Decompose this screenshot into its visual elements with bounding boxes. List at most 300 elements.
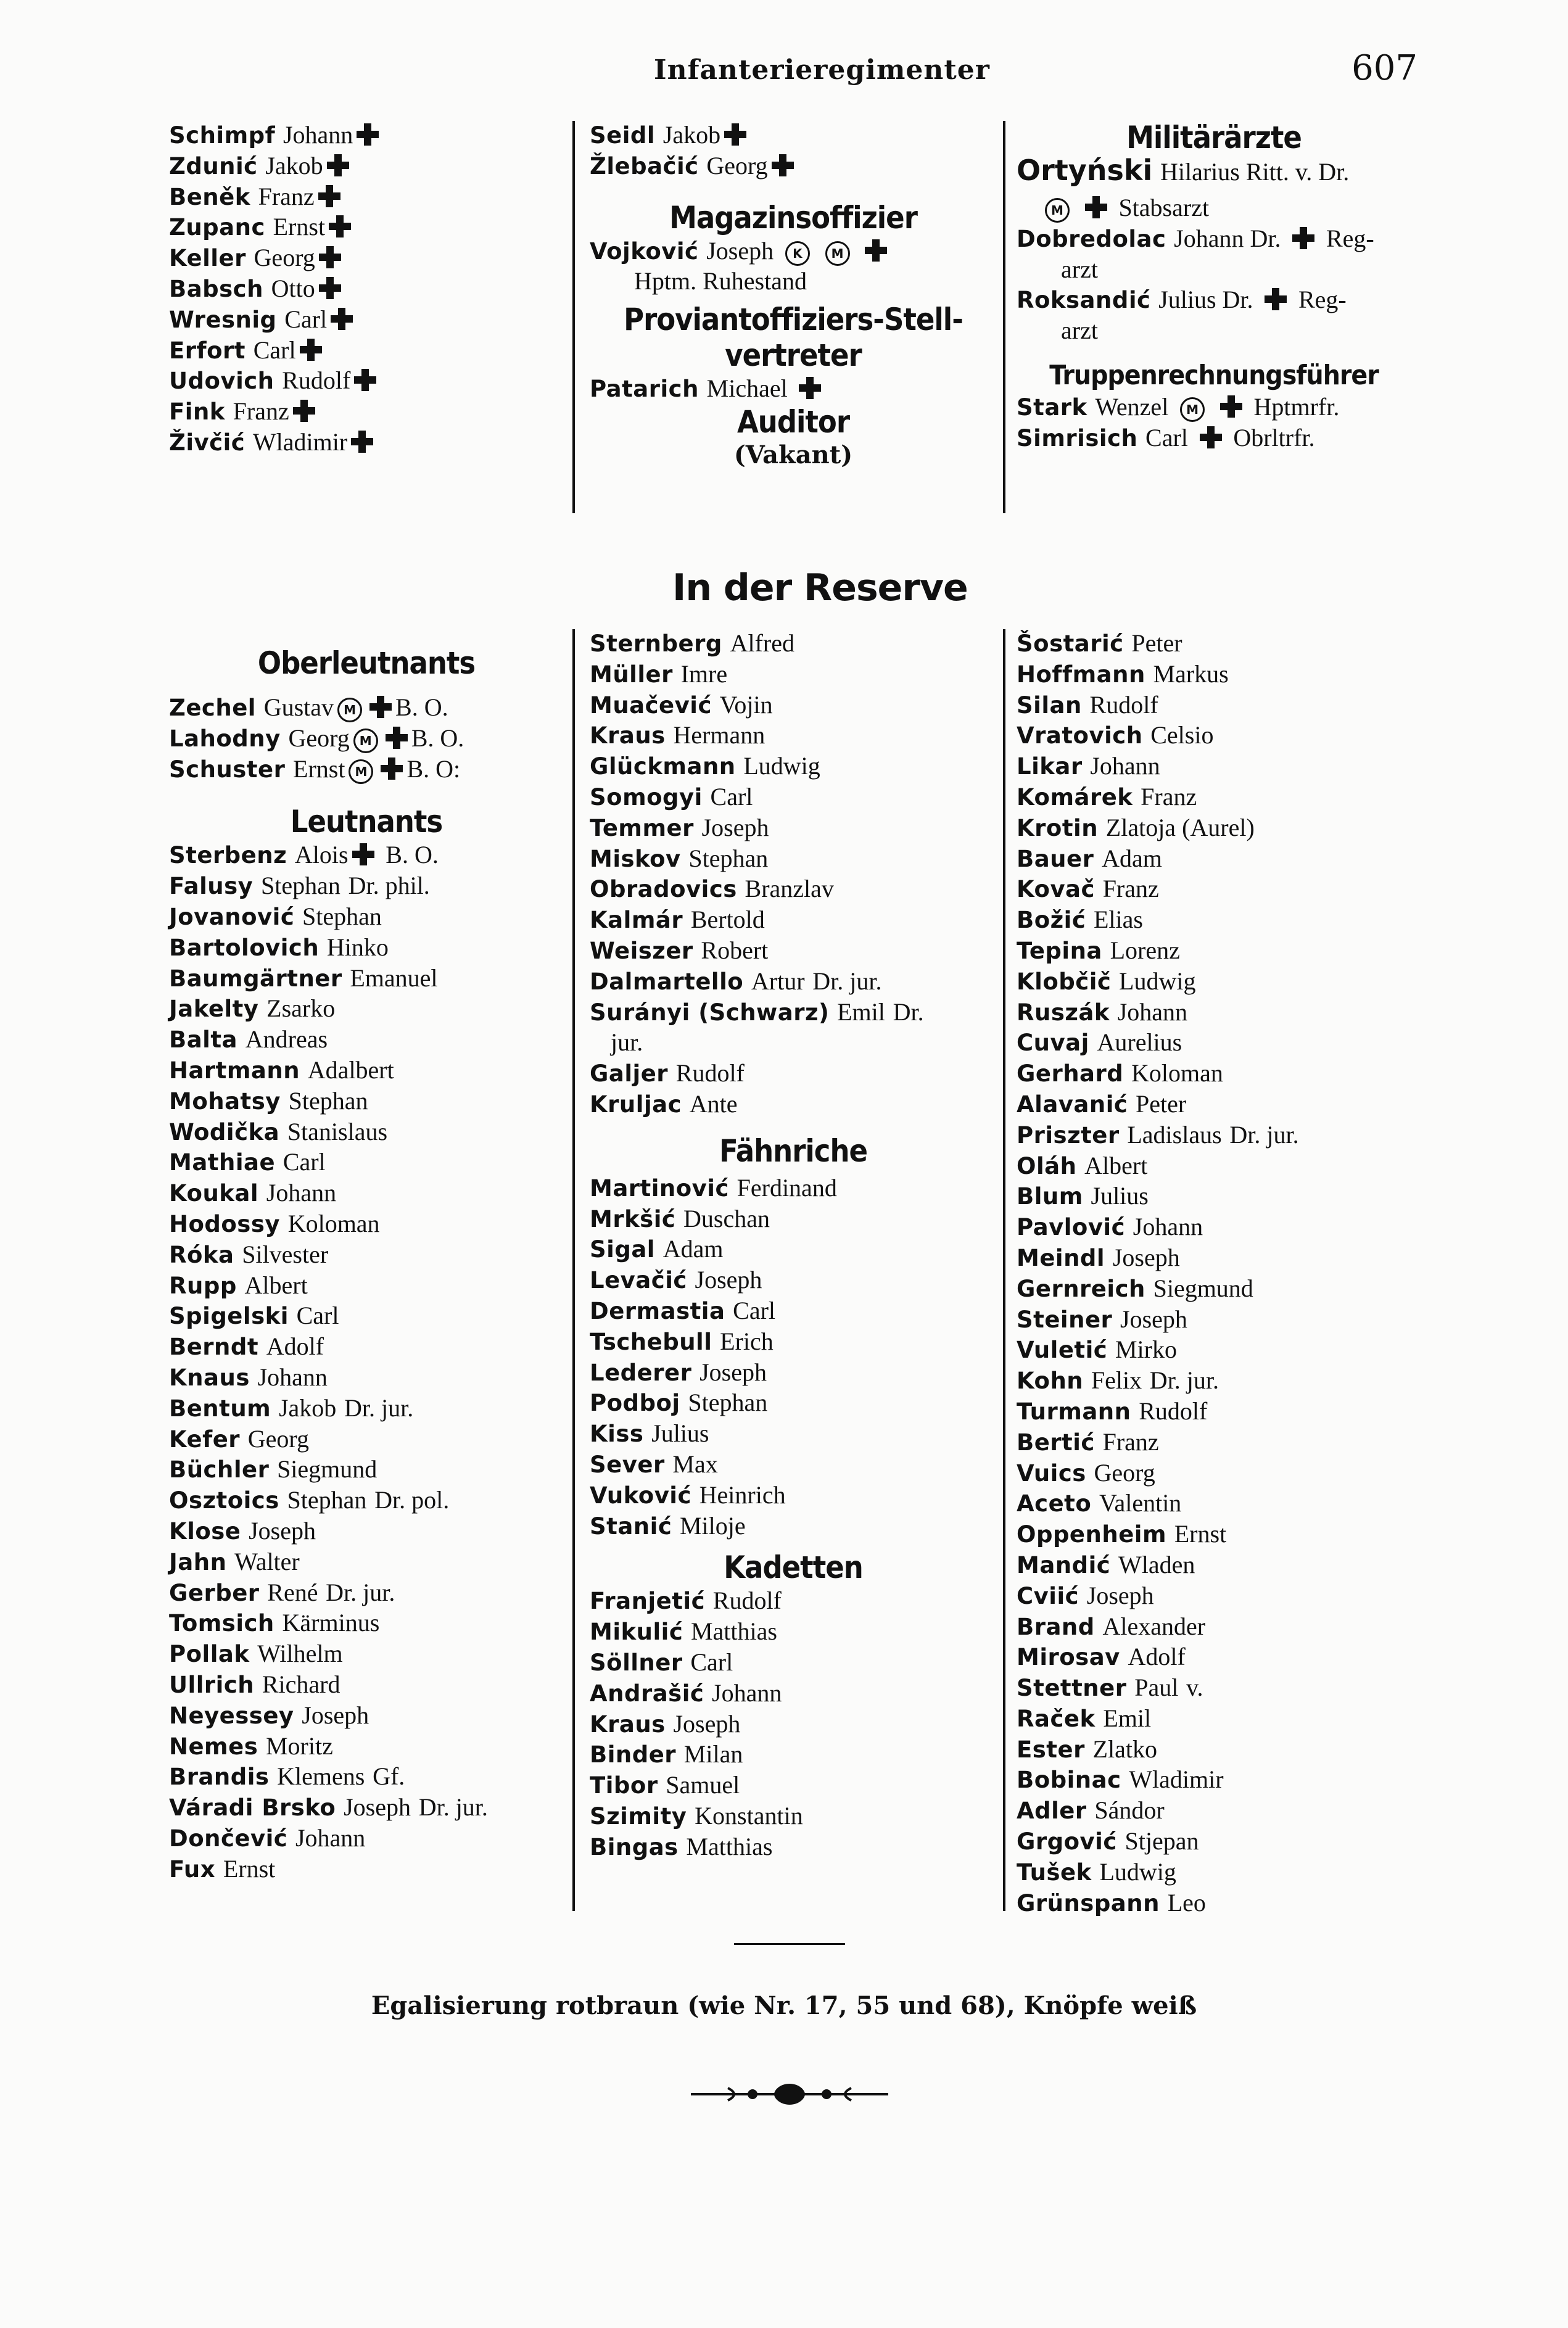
- given-name: Julius: [651, 1419, 709, 1448]
- list-item: [1017, 1488, 1411, 1519]
- magazin-title: Magazinsoffizier: [669, 199, 917, 236]
- list-item: [1017, 1641, 1411, 1672]
- list-item: Simrisich Carl Obrltrfr.: [1017, 423, 1315, 452]
- given-name: Franz: [1102, 875, 1159, 903]
- given-name: Celsio: [1150, 721, 1214, 749]
- list-item: [169, 1300, 564, 1331]
- given-name: Alois: [294, 841, 349, 869]
- surname: Zupanc: [169, 214, 265, 241]
- list-item: [590, 812, 997, 843]
- list-item: Vojković Joseph K M: [590, 236, 997, 266]
- given-name: Joseph: [1120, 1305, 1187, 1333]
- surname: Mohatsy: [169, 1088, 281, 1115]
- cross-icon: [865, 239, 887, 262]
- list-item: [169, 723, 564, 754]
- given-name: Otto: [271, 274, 315, 302]
- surname: Beněk: [169, 183, 250, 210]
- suffix: Dr. jur.: [812, 967, 882, 995]
- list-item: M Stabsarzt: [1017, 192, 1411, 223]
- list-item: [1017, 935, 1411, 966]
- list-item: [169, 1024, 564, 1055]
- list-item: [590, 1027, 997, 1058]
- given-name: Adolf: [1128, 1643, 1186, 1671]
- list-item: [1017, 782, 1411, 812]
- given-name: Max: [672, 1450, 718, 1478]
- surname: Gernreich: [1017, 1275, 1145, 1302]
- list-item: [1017, 1580, 1411, 1611]
- suffix: Gf.: [373, 1762, 405, 1791]
- given-name: jur.: [611, 1028, 643, 1057]
- surname: Cuvaj: [1017, 1030, 1089, 1057]
- list-item: [169, 901, 564, 932]
- given-name: Paul: [1134, 1674, 1179, 1702]
- given-name: Franz: [1141, 782, 1197, 811]
- list-item: [169, 365, 564, 396]
- list-item: [169, 1638, 564, 1669]
- given-name: Rudolf: [712, 1587, 782, 1615]
- list-item: [1017, 1888, 1411, 1918]
- given-name: Erich: [720, 1327, 774, 1355]
- surname: Levačić: [590, 1267, 687, 1294]
- suffix: Dr. jur.: [326, 1578, 395, 1606]
- list-item: [590, 1387, 997, 1418]
- column-2-top: [590, 120, 997, 471]
- surname: Meindl: [1017, 1244, 1105, 1271]
- list-item: [590, 904, 997, 935]
- surname: Kruljac: [590, 1091, 682, 1118]
- given-name: Johann: [266, 1179, 337, 1207]
- surname: Binder: [590, 1741, 677, 1769]
- given-name: Zsarko: [266, 994, 336, 1023]
- list-item: [169, 335, 564, 366]
- suffix: Dr. phil.: [348, 872, 430, 900]
- magazin-rank: Hptm. Ruhestand: [634, 267, 807, 295]
- list-item: Ortyński Hilarius Ritt. v. Dr.: [1017, 154, 1350, 187]
- cross-icon: [1085, 196, 1107, 218]
- surname: Grgović: [1017, 1828, 1117, 1855]
- surname: Gerber: [169, 1579, 260, 1606]
- surname: Mathiae: [169, 1149, 276, 1176]
- list-item: [590, 1418, 997, 1449]
- given-name: Ernst: [223, 1854, 276, 1883]
- given-name: Franz: [258, 182, 315, 210]
- surname: Alavanić: [1017, 1091, 1128, 1118]
- list-item: [1017, 1396, 1411, 1427]
- given-name: Wladimir: [252, 427, 348, 456]
- surname: Sever: [590, 1451, 665, 1478]
- surname: Tušek: [1017, 1859, 1092, 1886]
- given-name: Samuel: [666, 1771, 740, 1799]
- given-name: Rudolf: [675, 1059, 745, 1088]
- given-name: Joseph: [673, 1709, 741, 1738]
- suffix: B. O.: [386, 841, 439, 869]
- list-item: [590, 782, 997, 812]
- auditor-vacant: (Vakant): [733, 440, 853, 469]
- given-name: Adam: [662, 1235, 724, 1263]
- surname: Muačević: [590, 691, 712, 719]
- given-name: Wladimir: [1129, 1765, 1224, 1794]
- given-name: Milan: [683, 1740, 743, 1769]
- list-item: [590, 1480, 997, 1511]
- given-name: Siegmund: [1153, 1274, 1253, 1302]
- surname: Raček: [1017, 1705, 1096, 1732]
- surname: Tibor: [590, 1772, 658, 1799]
- list-item: [1017, 1458, 1411, 1488]
- surname: Komárek: [1017, 783, 1133, 811]
- column-1-top: [169, 120, 564, 458]
- surname: Jakelty: [169, 996, 259, 1023]
- given-name: Emanuel: [350, 964, 438, 992]
- given-name: Matthias: [686, 1832, 773, 1860]
- given-name: Rudolf: [1139, 1397, 1208, 1425]
- surname: Zechel: [169, 695, 256, 721]
- surname: Jahn: [169, 1548, 227, 1575]
- list-item: [169, 1239, 564, 1270]
- list-item: [1017, 1089, 1411, 1120]
- faehnriche-title: Fähnriche: [719, 1133, 868, 1169]
- given-name: Rudolf: [1089, 690, 1158, 719]
- cross-icon: [799, 377, 821, 399]
- surname: Oláh: [1017, 1152, 1077, 1179]
- m-badge-icon: M: [353, 729, 378, 753]
- column-2-bottom: [590, 628, 997, 1862]
- given-name: Stephan: [688, 844, 769, 872]
- given-name: Jakob: [278, 1393, 337, 1422]
- list-item: [590, 151, 997, 181]
- given-name: René: [267, 1578, 318, 1606]
- list-item: [169, 870, 564, 901]
- surname: Stanić: [590, 1513, 672, 1540]
- given-name: Joseph: [344, 1793, 411, 1822]
- column-divider-left-top: [572, 121, 575, 513]
- surname: Oppenheim: [1017, 1521, 1167, 1548]
- given-name: Carl: [690, 1648, 733, 1676]
- surname: Hodossy: [169, 1210, 280, 1237]
- given-name: Wilhelm: [257, 1640, 343, 1668]
- column-3-top: [1017, 120, 1411, 453]
- cross-icon: [318, 185, 340, 207]
- surname: Dalmartello: [590, 968, 744, 995]
- surname: Živčić: [169, 429, 246, 456]
- list-item: [1017, 1058, 1411, 1089]
- list-item: [1017, 1027, 1411, 1058]
- list-item: [590, 997, 997, 1028]
- surname: Bartolovich: [169, 934, 320, 961]
- page-number: 607: [1351, 48, 1417, 88]
- list-item: [169, 1577, 564, 1608]
- surname: Falusy: [169, 873, 254, 900]
- given-name: Peter: [1131, 629, 1182, 657]
- list-item: [590, 1234, 997, 1265]
- surname: Neyessey: [169, 1702, 294, 1729]
- surname: Temmer: [590, 814, 694, 841]
- given-name: Joseph: [249, 1516, 316, 1545]
- list-item: [169, 181, 564, 212]
- surname: Spigelski: [169, 1303, 289, 1330]
- surname: Klose: [169, 1517, 241, 1545]
- given-name: Ferdinand: [737, 1173, 837, 1202]
- list-item: [1017, 1334, 1411, 1365]
- list-item: [1017, 1550, 1411, 1580]
- list-item: [1017, 812, 1411, 843]
- surname: Kraus: [590, 1711, 666, 1738]
- given-name: Stephan: [688, 1389, 768, 1417]
- given-name: Johann: [712, 1678, 782, 1707]
- surname: Bertić: [1017, 1429, 1095, 1456]
- running-head: Infanterieregimenter: [654, 54, 990, 86]
- given-name: Carl: [284, 305, 328, 333]
- list-item: [590, 1265, 997, 1295]
- list-item: [1017, 966, 1411, 997]
- given-name: Vojin: [719, 690, 773, 719]
- list-item: [590, 1203, 997, 1234]
- cross-icon: [724, 123, 746, 146]
- m-badge-icon: M: [349, 759, 373, 784]
- given-name: Julius: [1091, 1182, 1149, 1210]
- surname: Kefer: [169, 1426, 241, 1453]
- list-item: [169, 1485, 564, 1516]
- truppen-title: Truppenrechnungsführer: [1049, 359, 1379, 391]
- given-name: Carl: [710, 782, 753, 811]
- given-name: Silvester: [242, 1240, 329, 1268]
- list-item: Dobredolac Johann Dr. Reg-: [1017, 224, 1374, 252]
- column-divider-right-top: [1003, 121, 1005, 513]
- given-name: Bertold: [690, 906, 765, 934]
- footer-note: Egalisierung rotbraun (wie Nr. 17, 55 und 68), Knöpfe weiß: [371, 1991, 1197, 2020]
- list-item: [169, 120, 564, 151]
- given-name: Alfred: [730, 629, 794, 657]
- given-name: Leo: [1167, 1888, 1206, 1917]
- surname: Bingas: [590, 1833, 679, 1860]
- list-item: [1017, 751, 1411, 782]
- given-name: Imre: [680, 659, 728, 688]
- cross-icon: [1292, 227, 1314, 249]
- surname: Ruszák: [1017, 999, 1110, 1026]
- column-divider-left-bottom: [572, 629, 575, 1911]
- list-item: [590, 1831, 997, 1862]
- given-name: Carl: [296, 1302, 339, 1330]
- list-item: [1017, 904, 1411, 935]
- given-name: Konstantin: [695, 1801, 803, 1830]
- list-item: [1017, 1365, 1411, 1396]
- list-item: [1017, 690, 1411, 720]
- cross-icon: [319, 246, 341, 268]
- given-name: Walter: [234, 1547, 300, 1575]
- surname: Wresnig: [169, 306, 277, 333]
- surname: Seidl: [590, 122, 656, 149]
- surname: Kraus: [590, 722, 666, 749]
- list-item: [1017, 628, 1411, 659]
- given-name: Ernst: [293, 754, 345, 783]
- surname: Balta: [169, 1026, 238, 1054]
- proviant-title-1: Proviantoffiziers-Stell-: [624, 302, 963, 338]
- cross-icon: [1200, 426, 1222, 448]
- list-item: [1017, 1304, 1411, 1335]
- given-name: Georg: [288, 724, 350, 752]
- suffix: B. O:: [406, 754, 461, 783]
- m-badge-icon: M: [1045, 198, 1070, 223]
- surname: Brandis: [169, 1764, 270, 1791]
- surname: Zdunić: [169, 152, 258, 180]
- given-name: Heinrich: [699, 1480, 786, 1509]
- list-item: [590, 1173, 997, 1203]
- surname: Tschebull: [590, 1328, 712, 1355]
- surname: Adler: [1017, 1798, 1087, 1825]
- list-item: [169, 1516, 564, 1546]
- surname: Bentum: [169, 1395, 271, 1422]
- list-item: [169, 993, 564, 1024]
- surname: Jovanović: [169, 903, 295, 930]
- list-item: [1017, 1672, 1411, 1703]
- cross-icon: [772, 154, 794, 176]
- list-item: [169, 1362, 564, 1393]
- surname: Aceto: [1017, 1490, 1092, 1517]
- surname: Vratovich: [1017, 722, 1143, 749]
- given-name: Stephan: [287, 1486, 367, 1514]
- surname: Knaus: [169, 1364, 250, 1391]
- list-item: [1017, 1120, 1411, 1150]
- surname: Szimity: [590, 1802, 687, 1830]
- list-item: [169, 427, 564, 458]
- surname: Udovich: [169, 368, 274, 395]
- surname: Likar: [1017, 753, 1083, 780]
- cross-icon: [369, 696, 392, 718]
- surname: Glückmann: [590, 753, 736, 780]
- given-name: Markus: [1153, 659, 1229, 688]
- list-item: [169, 242, 564, 273]
- suffix: Dr. jur.: [1149, 1366, 1219, 1395]
- surname: Fink: [169, 398, 225, 426]
- list-item: [169, 304, 564, 335]
- given-name: Ante: [689, 1089, 738, 1118]
- given-name: Adalbert: [307, 1055, 394, 1084]
- given-name: Branzlav: [745, 875, 834, 903]
- list-item: [590, 1585, 997, 1616]
- list-item: [169, 1669, 564, 1700]
- surname: Turmann: [1017, 1398, 1131, 1425]
- list-item: [169, 692, 564, 723]
- list-item: Roksandić Julius Dr. Reg-: [1017, 286, 1347, 314]
- k-badge-icon: K: [785, 241, 810, 266]
- list-item: Stark Wenzel M Hptmrfr.: [1017, 392, 1340, 421]
- given-name: Koloman: [287, 1209, 380, 1237]
- list-item: [590, 843, 997, 874]
- surname: Weiszer: [590, 937, 693, 964]
- surname: Pavlović: [1017, 1214, 1126, 1241]
- given-name: Lorenz: [1110, 936, 1180, 964]
- given-name: Stanislaus: [287, 1117, 388, 1145]
- surname: Kalmár: [590, 907, 683, 934]
- surname: Ester: [1017, 1736, 1085, 1763]
- given-name: Ludwig: [1119, 967, 1196, 995]
- surname: Brand: [1017, 1613, 1095, 1640]
- given-name: Johann: [1090, 752, 1160, 780]
- list-item: [1017, 659, 1411, 690]
- list-item: [590, 1616, 997, 1647]
- given-name: Joseph: [1086, 1581, 1154, 1609]
- given-name: Alexander: [1102, 1612, 1206, 1640]
- given-name: Elias: [1094, 906, 1143, 934]
- given-name: Hermann: [673, 721, 765, 749]
- surname: Dermastia: [590, 1297, 725, 1324]
- cross-icon: [300, 339, 322, 361]
- surname: Grünspann: [1017, 1889, 1160, 1917]
- m-badge-icon: M: [337, 698, 362, 722]
- kadetten-title: Kadetten: [724, 1550, 863, 1586]
- list-item: [169, 1731, 564, 1762]
- surname: Tepina: [1017, 937, 1102, 964]
- list-item: [169, 1424, 564, 1455]
- surname: Galjer: [590, 1060, 669, 1088]
- m-badge-icon: M: [825, 241, 850, 266]
- given-name: Artur: [751, 967, 805, 995]
- given-name: Duschan: [683, 1204, 770, 1232]
- given-name: Jakob: [265, 151, 323, 180]
- given-name: Johann: [295, 1823, 366, 1852]
- list-item: [590, 120, 997, 151]
- list-item: [169, 963, 564, 994]
- surname: Silan: [1017, 691, 1082, 719]
- given-name: Franz: [1102, 1427, 1159, 1456]
- list-item: [1017, 1734, 1411, 1765]
- given-name: Felix: [1091, 1366, 1142, 1395]
- list-item: [590, 966, 997, 997]
- surname: Andrašić: [590, 1680, 704, 1707]
- list-item: [169, 1700, 564, 1731]
- surname: Büchler: [169, 1456, 270, 1484]
- cross-icon: [352, 843, 374, 865]
- surname: Schuster: [169, 756, 286, 783]
- given-name: Carl: [253, 336, 296, 364]
- given-name: Andreas: [245, 1025, 328, 1054]
- given-name: Carl: [283, 1148, 326, 1176]
- surname: Mirosav: [1017, 1644, 1120, 1671]
- given-name: Georg: [247, 1424, 310, 1453]
- list-item: [169, 840, 564, 870]
- surname: Surányi (Schwarz): [590, 999, 830, 1026]
- list-item: [590, 659, 997, 690]
- given-name: Zlatko: [1092, 1735, 1157, 1763]
- column-divider-right-bottom: [1003, 629, 1005, 1911]
- list-item: [590, 1739, 997, 1770]
- list-item: [169, 1546, 564, 1577]
- list-item: [1017, 1795, 1411, 1826]
- surname: Stettner: [1017, 1675, 1127, 1702]
- footer-divider: [734, 1943, 845, 1945]
- list-item: [169, 1147, 564, 1178]
- surname: Wodička: [169, 1118, 280, 1145]
- surname: Váradi Brsko: [169, 1794, 336, 1822]
- surname: Obradovics: [590, 876, 737, 903]
- surname: Steiner: [1017, 1306, 1113, 1333]
- cross-icon: [381, 757, 403, 780]
- list-item: [169, 1608, 564, 1638]
- list-item: [169, 1454, 564, 1485]
- list-item: [1017, 1703, 1411, 1734]
- cross-icon: [329, 215, 351, 237]
- given-name: Peter: [1136, 1089, 1187, 1118]
- list-item: [590, 873, 997, 904]
- list-item: [169, 754, 564, 785]
- list-item: [590, 1801, 997, 1831]
- surname: Schimpf: [169, 122, 276, 149]
- list-item: [1017, 1211, 1411, 1242]
- list-item: [590, 1709, 997, 1740]
- suffix: Dr. pol.: [374, 1486, 450, 1514]
- given-name: Matthias: [690, 1617, 777, 1646]
- given-name: Sándor: [1094, 1796, 1165, 1825]
- given-name: Joseph: [302, 1701, 369, 1729]
